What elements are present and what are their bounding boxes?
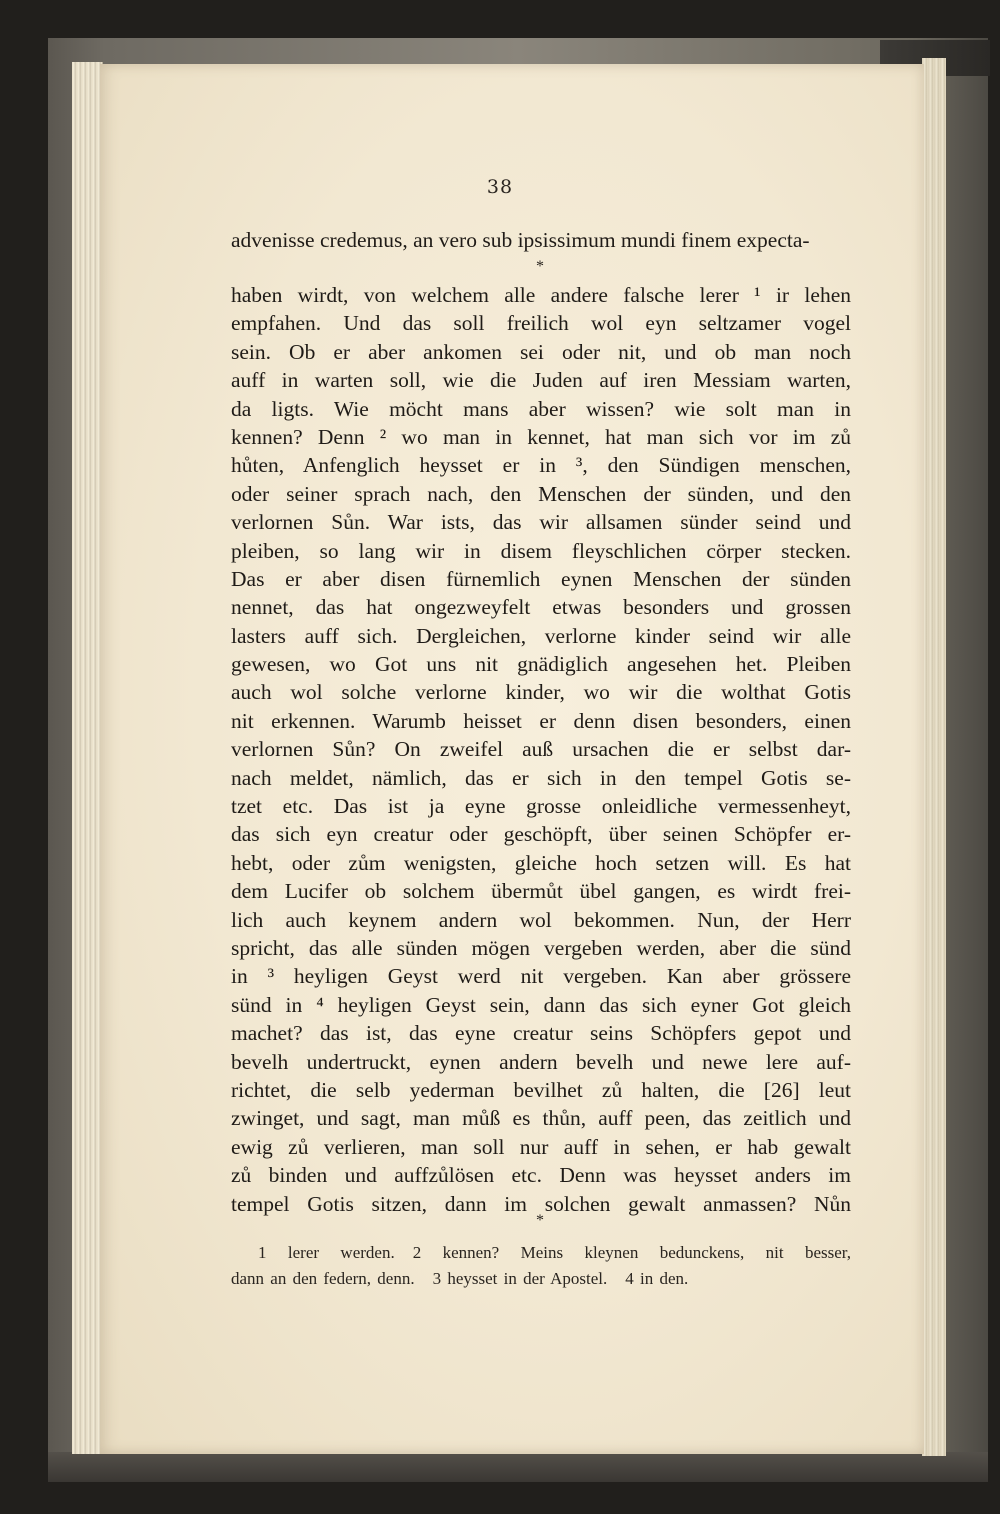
text-line: sein. Ob er aber ankomen sei oder nit, und ob man noch [231,339,851,364]
page-number: 38 [486,176,514,198]
text-line: auff in warten soll, wie die Juden auf iren Messiam warten, [231,368,851,393]
text-line: zů binden und auffzůlösen etc. Denn was heysset anders im [231,1163,851,1188]
footnote-line [231,1266,851,1292]
text-line: zwinget, und sagt, man můß es thůn, auff peen, das zeitlich und [231,1106,851,1131]
text-line: pleiben, so lang wir in disem fleyschlichen cörper stecken. [231,538,851,563]
footnote-1: 1 lerer werden. [258,1243,395,1262]
text-line: richtet, die selb yederman bevilhet zů halten, die [26] leut [231,1077,851,1102]
text-line: kennen? Denn ² wo man in kennet, hat man sich vor im zů [231,424,851,449]
text-line: machet? das ist, das eyne creatur seins Schöpfers gepot und [231,1021,851,1046]
body-paragraph [231,281,851,1218]
text-line: bevelh undertruckt, eynen andern bevelh und newe lere auf- [231,1049,851,1074]
text-line: ewig zů verlieren, man soll nur auff in sehen, er hab gewalt [231,1134,851,1159]
book-cover-bottom-edge [48,1452,988,1482]
footnote-2-continued: dann an den federn, denn. [231,1269,415,1288]
footnote-line [231,1240,851,1266]
running-text-first-line: advenisse credemus, an vero sub ipsissimum mundi finem expecta- [231,228,810,252]
text-line: Das er aber disen fürnemlich eynen Menschen der sünden [231,566,851,591]
text-line: nennet, das hat ongezweyfelt etwas besonders und grossen [231,595,851,620]
text-line: lich auch keynem andern wol bekommen. Nun, der Herr [231,907,851,932]
footnote-4: 4 in den. [625,1269,689,1288]
text-line: oder seiner sprach nach, den Menschen der sünden, und den [231,481,851,506]
section-asterisk-bottom: * [536,1212,544,1229]
text-line: gewesen, wo Got uns nit gnädiglich angesehen het. Pleiben [231,652,851,677]
text-line: tzet etc. Das ist ja eyne grosse onleidliche vermessenheyt, [231,794,851,819]
text-line: da ligts. Wie möcht mans aber wissen? wie solt man in [231,396,851,421]
text-line: tempel Gotis sitzen, dann im solchen gewalt anmassen? Nůn [231,1191,851,1216]
text-line: verlornen Sůn? On zweifel auß ursachen die er selbst dar- [231,737,851,762]
footnote-3: 3 heysset in der Apostel. [432,1269,608,1288]
text-line: lasters auff sich. Dergleichen, verlorne kinder seind wir alle [231,623,851,648]
footnotes [231,1240,851,1292]
text-line: spricht, das alle sünden mögen vergeben werden, aber die sünd [231,935,851,960]
text-line: nach meldet, nämlich, das er sich in den tempel Gotis se- [231,765,851,790]
text-line: in ³ heyligen Geyst werd nit vergeben. Kan aber grössere [231,964,851,989]
text-line: dem Lucifer ob solchem übermůt übel gangen, es wirdt frei- [231,879,851,904]
text-line: empfahen. Und das soll freilich wol eyn seltzamer vogel [231,311,851,336]
text-line: verlornen Sůn. War ists, das wir allsamen sünder seind und [231,510,851,535]
text-line: hebt, oder zům wenigsten, gleiche hoch setzen will. Es hat [231,850,851,875]
text-line: das sich eyn creatur oder geschöpft, über seinen Schöpfer er- [231,822,851,847]
text-line: auch wol solche verlorne kinder, wo wir die wolthat Gotis [231,680,851,705]
text-line: haben wirdt, von welchem alle andere falsche lerer ¹ ir lehen [231,283,851,307]
footnote-2: 2 kennen? Meins kleynen bedunckens, nit besser, [412,1243,851,1262]
text-line: sünd in ⁴ heyligen Geyst sein, dann das sich eyner Got gleich [231,992,851,1017]
text-line: hůten, Anfenglich heysset er in ³, den Sündigen menschen, [231,453,851,478]
text-line: nit erkennen. Warumb heisset er denn disen besonders, einen [231,708,851,733]
section-asterisk-top: * [536,258,544,275]
